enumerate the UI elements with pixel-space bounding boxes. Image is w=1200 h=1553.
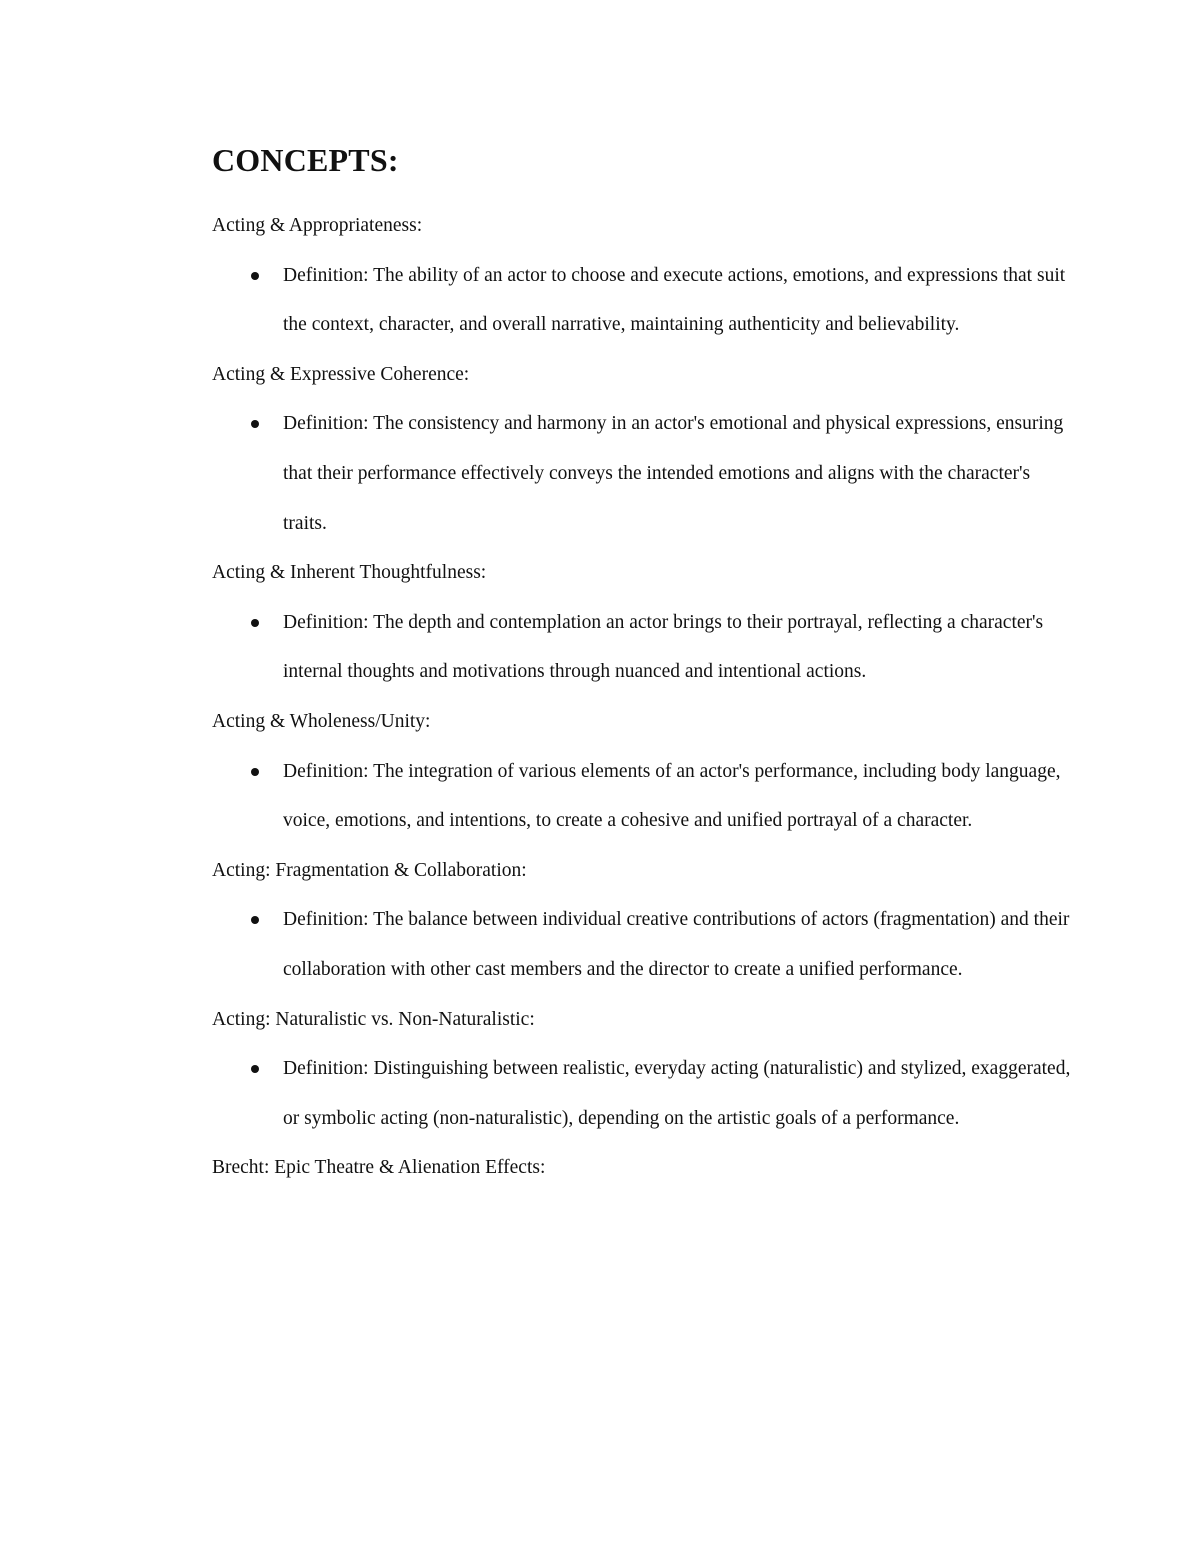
- definition-list-item: [212, 399, 1072, 548]
- concept-heading: Acting & Expressive Coherence:: [212, 363, 470, 385]
- definition-text: Definition: The balance between individual creative contributions of actors (fragmentation) and their collaboration with other cast members and the director to create a unified performance.: [283, 909, 1070, 980]
- concept-section: [212, 1143, 1072, 1193]
- definition-list-item: [212, 598, 1072, 697]
- bullet-icon: [251, 420, 259, 428]
- concept-section: [212, 846, 1072, 995]
- definition-list-item: [212, 747, 1072, 846]
- definition-list-item: [212, 895, 1072, 994]
- definition-list-item: [212, 1044, 1072, 1143]
- definition-text: Definition: Distinguishing between realistic, everyday acting (naturalistic) and stylized, exaggerated, or symbolic acting (non-naturalistic), depending on the artistic goals of a performance.: [283, 1058, 1071, 1129]
- definition-text: Definition: The depth and contemplation an actor brings to their portrayal, reflecting a character's internal thoughts and motivations through nuanced and intentional actions.: [283, 611, 1044, 683]
- bullet-icon: [251, 768, 259, 776]
- concept-section: [212, 548, 1072, 697]
- concept-heading: Acting & Appropriateness:: [212, 215, 423, 236]
- concept-section: [212, 995, 1072, 1144]
- concept-section: [212, 697, 1072, 846]
- definition-text: Definition: The ability of an actor to choose and execute actions, emotions, and expressions that suit the context, character, and overall narrative, maintaining authenticity and believability.: [283, 264, 1066, 336]
- concept-heading: Brecht: Epic Theatre & Alienation Effects:: [212, 1157, 546, 1179]
- bullet-icon: [251, 619, 259, 627]
- concept-heading: Acting: Fragmentation & Collaboration:: [212, 859, 527, 881]
- definition-text: Definition: The consistency and harmony in an actor's emotional and physical expressions, ensuring that their performance effectively conveys the intended emotions and aligns with the character's traits.: [283, 413, 1064, 534]
- concept-section: [212, 201, 1072, 350]
- definition-list-item: [212, 251, 1072, 350]
- concept-heading: Acting & Inherent Thoughtfulness:: [212, 562, 487, 584]
- bullet-icon: [251, 272, 259, 280]
- bullet-icon: [251, 1065, 259, 1073]
- document-body: [212, 140, 1072, 1193]
- concept-section: [212, 350, 1072, 548]
- concept-heading: Acting: Naturalistic vs. Non-Naturalistic:: [212, 1008, 535, 1030]
- concept-heading: Acting & Wholeness/Unity:: [212, 710, 431, 732]
- document-title: CONCEPTS:: [212, 142, 399, 178]
- definition-text: Definition: The integration of various elements of an actor's performance, including body language, voice, emotions, and intentions, to create a cohesive and unified portrayal of a character.: [283, 760, 1061, 832]
- bullet-icon: [251, 916, 259, 924]
